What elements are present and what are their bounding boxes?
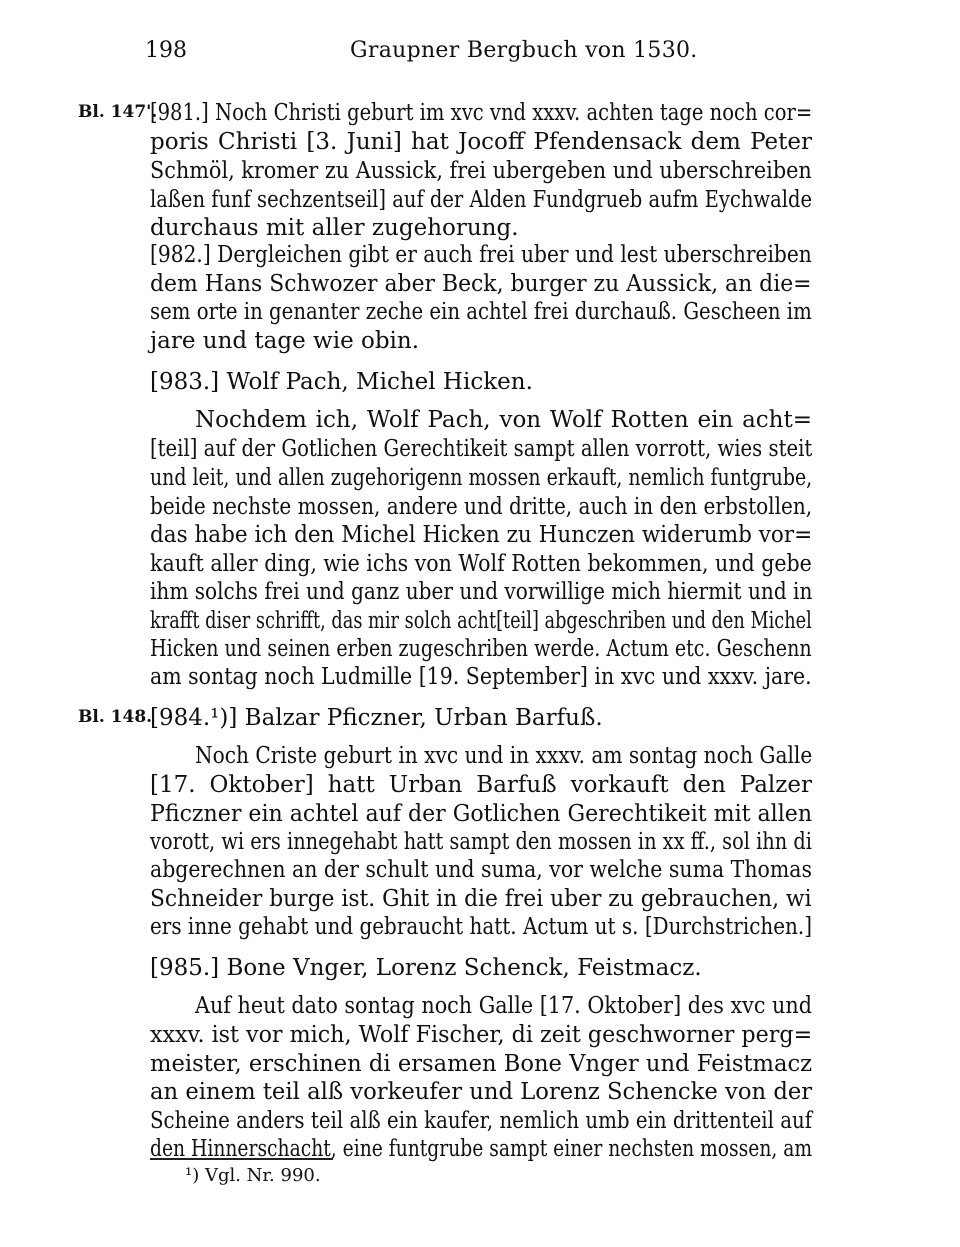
text-line: Pficzner ein achtel auf der Gotlichen Gerechtikeit mit allen [150,801,813,827]
running-title: Graupner Bergbuch von 1530. [350,38,698,63]
text-line: und leit, und allen zugehorigenn mossen erkauft, nemlich funtgrube, [150,465,813,491]
page-number: 198 [145,38,187,63]
text-line: ihm solchs frei und ganz uber und vorwillige mich hiermit und in [150,579,813,605]
text-line: ers inne gehabt und gebraucht hatt. Actum ut s. [Durchstrichen.] [150,914,813,940]
text-line: krafft diser schrifft, das mir solch acht[teil] abgeschriben und den Michel [150,608,812,634]
text-line: Auf heut dato sontag noch Galle [17. Oktober] des xvc und [195,993,813,1019]
text-line: kauft aller ding, wie ichs von Wolf Rotten bekommen, und gebe [150,551,812,577]
footnote-rule [150,1158,333,1160]
footnote: ¹) Vgl. Nr. 990. [185,1165,321,1186]
text-line: Noch Criste geburt in xvc und in xxxv. am sontag noch Galle [195,743,813,769]
text-line: [982.] Dergleichen gibt er auch frei uber und lest uberschreiben [150,242,812,268]
text-line: Schneider burge ist. Ghit in die frei uber zu gebrauchen, wi [150,886,812,912]
text-line: jare und tage wie obin. [150,328,420,354]
text-line: Nochdem ich, Wolf Pach, von Wolf Rotten ein acht= [195,407,812,433]
text-line: [teil] auf der Gotlichen Gerechtikeit sampt allen vorrott, wies steit [150,436,813,462]
text-line: das habe ich den Michel Hicken zu Hunczen widerumb vor= [150,522,813,548]
margin-note-folio-148: Bl. 148. [78,707,153,727]
text-line: [17. Oktober] hatt Urban Barfuß vorkauft den Palzer [150,772,812,798]
text-line: am sontag noch Ludmille [19. September] in xvc und xxxv. jare. [150,664,812,690]
text-line: an einem teil alß vorkeufer und Lorenz Schencke von der [150,1079,813,1105]
entry-heading: [985.] Bone Vnger, Lorenz Schenck, Feistmacz. [150,955,702,981]
entry-heading: [984.¹)] Balzar Pficzner, Urban Barfuß. [150,705,603,731]
text-line: laßen funf sechzentseil] auf der Alden Fundgrueb aufm Eychwalde [150,187,813,213]
text-line: [981.] Noch Christi geburt im xvc vnd xxxv. achten tage noch cor= [150,100,813,126]
text-line: Scheine anders teil alß ein kaufer, nemlich umb ein drittenteil auf [150,1108,813,1134]
text-line: den Hinnerschacht, eine funtgrube sampt einer nechsten mossen, am [150,1136,813,1162]
text-line: poris Christi [3. Juni] hat Jocoff Pfendensack dem Peter [150,129,812,155]
text-line: meister, erschinen di ersamen Bone Vnger und Feistmacz [150,1051,813,1077]
text-line: sem orte in genanter zeche ein achtel frei durchauß. Gescheen im [150,299,812,325]
page-header [0,38,960,78]
text-line: vorott, wi ers innegehabt hatt sampt den mossen in xx ff., sol ihn di [150,829,812,855]
entry-heading: [983.] Wolf Pach, Michel Hicken. [150,369,533,395]
text-line: durchaus mit aller zugehorung. [150,215,519,241]
text-line: beide nechste mossen, andere und dritte, auch in den erbstollen, [150,494,813,520]
margin-note-folio-147: Bl. 147'. [78,102,158,122]
text-line: abgerechnen an der schult und suma, vor welche suma Thomas [150,857,812,883]
text-line: Schmöl, kromer zu Aussick, frei ubergeben und uberschreiben [150,158,812,184]
text-line: dem Hans Schwozer aber Beck, burger zu Aussick, an die= [150,271,812,297]
text-line: xxxv. ist vor mich, Wolf Fischer, di zeit geschworner perg= [150,1022,813,1048]
text-line: Hicken und seinen erben zugeschriben werde. Actum etc. Geschenn [150,636,812,662]
